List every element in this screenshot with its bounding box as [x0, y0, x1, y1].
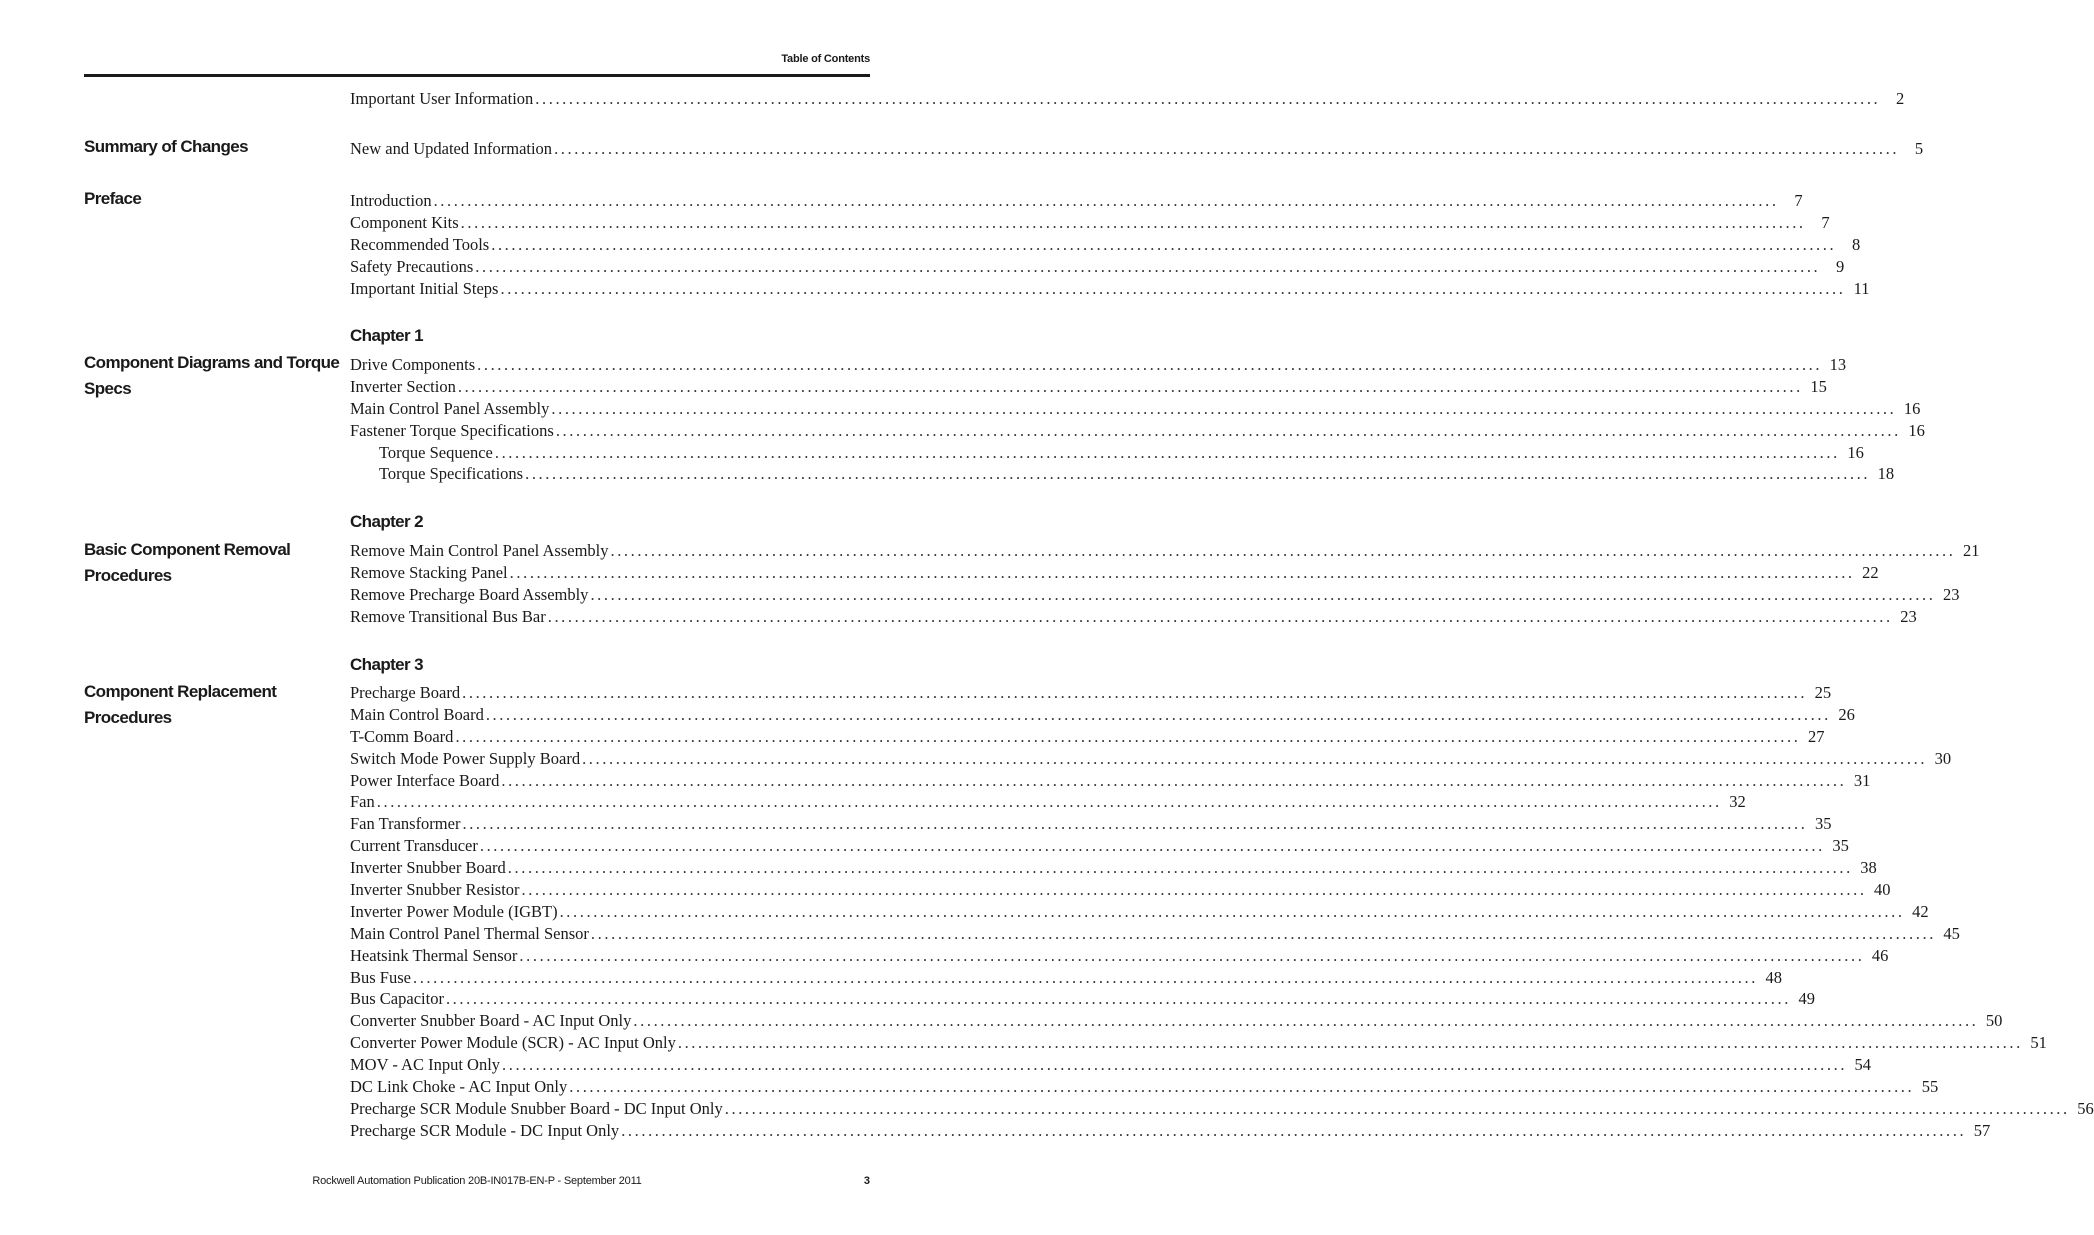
- toc-entry-list: [350, 88, 1905, 110]
- toc-entry[interactable]: [350, 1076, 1939, 1098]
- toc-entry-title: Recommended Tools: [350, 234, 490, 254]
- toc-page-number: 25: [1814, 683, 1832, 702]
- dot-leader: ........................................................................................................................................................................................................: [475, 256, 1821, 276]
- section-title: Basic Component Removal Procedures: [84, 540, 291, 585]
- dot-leader: ........................................................................................................................................................................................................: [501, 770, 1847, 790]
- toc-entry[interactable]: [350, 988, 1815, 1010]
- toc-page-number: 35: [1814, 814, 1832, 834]
- dot-leader: ........................................................................................................................................................................................................: [621, 1120, 1967, 1140]
- section-title: Preface: [84, 189, 142, 208]
- dot-leader: ........................................................................................................................................................................................................: [547, 606, 1893, 626]
- toc-entry[interactable]: [350, 584, 1960, 606]
- dot-leader: ........................................................................................................................................................................................................: [500, 278, 1846, 298]
- toc-page-number: 22: [1862, 562, 1879, 582]
- dot-leader: ........................................................................................................................................................................................................: [433, 191, 1779, 210]
- toc-page-number: 21: [1962, 541, 1980, 560]
- toc-page-number: 23: [1942, 584, 1960, 604]
- toc-entry-list: [350, 540, 1980, 628]
- toc-entry-title: Remove Stacking Panel: [350, 562, 508, 582]
- toc-page-number: 51: [2030, 1033, 2047, 1053]
- toc-entry[interactable]: [350, 1032, 2047, 1054]
- dot-leader: ........................................................................................................................................................................................................: [491, 234, 1837, 254]
- toc-page-number: 54: [1854, 1055, 1872, 1075]
- chapter-label: Chapter 1: [350, 326, 424, 345]
- toc-page-number: 31: [1853, 770, 1871, 790]
- toc-page-number: 9: [1836, 256, 1845, 276]
- dot-leader: ........................................................................................................................................................................................................: [590, 923, 1936, 943]
- toc-page-number: 23: [1900, 606, 1917, 626]
- toc-page-number: 11: [1853, 278, 1870, 298]
- dot-leader: ........................................................................................................................................................................................................: [445, 989, 1791, 1009]
- toc-entry[interactable]: [350, 398, 1921, 420]
- toc-page-number: 5: [1914, 139, 1924, 158]
- dot-leader: ........................................................................................................................................................................................................: [494, 442, 1840, 462]
- dot-leader: ........................................................................................................................................................................................................: [502, 1055, 1848, 1075]
- toc-entry[interactable]: [350, 420, 1925, 442]
- toc-entry-title: Important User Information: [350, 89, 534, 108]
- toc-entry-list: [350, 138, 1924, 160]
- toc-entry-title: Bus Capacitor: [350, 989, 444, 1009]
- toc-entry[interactable]: [350, 857, 1877, 879]
- toc-entry[interactable]: [350, 212, 1830, 234]
- toc-page-number: 57: [1973, 1120, 1991, 1140]
- dot-leader: ........................................................................................................................................................................................................: [724, 1098, 2070, 1118]
- toc-page-number: 38: [1860, 858, 1877, 878]
- dot-leader: ........................................................................................................................................................................................................: [507, 858, 1853, 878]
- dot-leader: ........................................................................................................................................................................................................: [460, 212, 1806, 232]
- dot-leader: ........................................................................................................................................................................................................: [485, 704, 1831, 724]
- toc-page-number: 46: [1871, 945, 1889, 965]
- section-title: Component Replacement Procedures: [84, 682, 277, 727]
- toc-entry-title: Switch Mode Power Supply Board: [350, 748, 581, 768]
- section-title: Component Diagrams and Torque Specs: [84, 353, 340, 398]
- toc-entry[interactable]: [350, 901, 1929, 923]
- toc-entry[interactable]: [350, 726, 1825, 748]
- toc-entry-title: Converter Snubber Board - AC Input Only: [350, 1011, 632, 1031]
- toc-entry-title: Main Control Panel Thermal Sensor: [350, 923, 589, 943]
- toc-entry-title: Fastener Torque Specifications: [350, 420, 554, 440]
- toc-page-number: 16: [1903, 398, 1921, 418]
- dot-leader: ........................................................................................................................................................................................................: [677, 1033, 2023, 1053]
- dot-leader: ........................................................................................................................................................................................................: [477, 355, 1823, 374]
- toc-entry[interactable]: [350, 1054, 1872, 1076]
- toc-entry[interactable]: [350, 256, 1845, 278]
- toc-entry-title: Remove Precharge Board Assembly: [350, 584, 589, 604]
- toc-page-number: 32: [1729, 792, 1746, 812]
- toc-entry-title: Fan Transformer: [350, 814, 461, 834]
- toc-entry-title: Bus Fuse: [350, 967, 411, 987]
- toc-page-number: 45: [1943, 923, 1960, 943]
- dot-leader: ........................................................................................................................................................................................................: [519, 945, 1865, 965]
- dot-leader: ........................................................................................................................................................................................................: [554, 139, 1900, 158]
- toc-entry-title: Inverter Snubber Board: [350, 858, 506, 878]
- footer-publication: Rockwell Automation Publication 20B-IN017B-EN-P - September 2011: [312, 1175, 642, 1187]
- toc-page-number: 15: [1810, 376, 1827, 396]
- dot-leader: ........................................................................................................................................................................................................: [509, 562, 1855, 582]
- toc-entry-title: MOV - AC Input Only: [350, 1055, 501, 1075]
- toc-page-number: 16: [1847, 442, 1864, 462]
- toc-page-number: 30: [1934, 748, 1952, 768]
- toc-entry-title: Component Kits: [350, 212, 459, 232]
- toc-entry[interactable]: [350, 682, 1832, 704]
- header-rule: [84, 74, 870, 77]
- toc-page-number: 7: [1821, 212, 1830, 232]
- toc-entry-list: [350, 682, 2094, 1142]
- toc-entry[interactable]: [350, 748, 1952, 770]
- toc-entry[interactable]: [350, 88, 1905, 110]
- dot-leader: ........................................................................................................................................................................................................: [412, 967, 1758, 987]
- toc-page-number: 48: [1765, 967, 1782, 987]
- toc-page-number: 16: [1908, 420, 1925, 440]
- toc-entry-title: Precharge SCR Module Snubber Board - DC Input Only: [350, 1098, 723, 1118]
- toc-entry-title: Main Control Board: [350, 704, 484, 724]
- dot-leader: ........................................................................................................................................................................................................: [521, 880, 1867, 900]
- toc-page-number: 7: [1794, 191, 1803, 210]
- toc-page-number: 13: [1829, 355, 1847, 374]
- toc-entry[interactable]: [350, 562, 1879, 584]
- toc-subentry[interactable]: [350, 442, 1864, 464]
- toc-entry-list: [350, 354, 1925, 485]
- toc-page-number: 35: [1832, 836, 1849, 856]
- toc-entry-title: Inverter Snubber Resistor: [350, 880, 520, 900]
- toc-page-number: 40: [1874, 880, 1891, 900]
- toc-page-number: 8: [1851, 234, 1861, 254]
- toc-entry[interactable]: [350, 813, 1832, 835]
- toc-entry[interactable]: [350, 540, 1980, 562]
- dot-leader: ........................................................................................................................................................................................................: [559, 901, 1905, 921]
- toc-entry[interactable]: [350, 606, 1917, 628]
- dot-leader: ........................................................................................................................................................................................................: [551, 398, 1897, 418]
- dot-leader: ........................................................................................................................................................................................................: [479, 836, 1825, 856]
- toc-entry[interactable]: [350, 190, 1803, 212]
- chapter-label: Chapter 2: [350, 512, 424, 531]
- dot-leader: ........................................................................................................................................................................................................: [457, 376, 1803, 396]
- toc-entry[interactable]: [350, 967, 1782, 989]
- dot-leader: ........................................................................................................................................................................................................: [610, 541, 1956, 560]
- toc-entry-title: Important Initial Steps: [350, 278, 499, 298]
- toc-entry-title: Introduction: [350, 191, 432, 210]
- toc-subentry[interactable]: [350, 463, 1895, 485]
- toc-page-number: 55: [1921, 1077, 1939, 1097]
- dot-leader: ........................................................................................................................................................................................................: [582, 748, 1928, 768]
- toc-page-number: 27: [1807, 726, 1825, 746]
- toc-entry[interactable]: [350, 945, 1889, 967]
- chapter-label: Chapter 3: [350, 655, 424, 674]
- toc-entry-title: T-Comm Board: [350, 726, 454, 746]
- toc-entry-title: New and Updated Information: [350, 139, 553, 158]
- toc-entry[interactable]: [350, 138, 1924, 160]
- toc-entry[interactable]: [350, 354, 1847, 376]
- running-header: Table of Contents: [781, 53, 870, 65]
- section-title: Summary of Changes: [84, 137, 248, 156]
- toc-entry[interactable]: [350, 923, 1960, 945]
- toc-entry-title: Converter Power Module (SCR) - AC Input Only: [350, 1033, 676, 1053]
- dot-leader: ........................................................................................................................................................................................................: [525, 464, 1871, 484]
- toc-entry-title: Inverter Section: [350, 376, 456, 396]
- toc-entry[interactable]: [350, 1010, 2003, 1032]
- toc-entry[interactable]: [350, 835, 1849, 857]
- toc-entry[interactable]: [350, 879, 1891, 901]
- toc-page-number: 26: [1838, 704, 1855, 724]
- toc-entry-title: Safety Precautions: [350, 256, 474, 276]
- dot-leader: ........................................................................................................................................................................................................: [535, 89, 1881, 108]
- toc-page-number: 2: [1896, 89, 1905, 108]
- toc-entry[interactable]: [350, 704, 1855, 726]
- toc-page-number: 50: [1985, 1011, 2003, 1031]
- dot-leader: ........................................................................................................................................................................................................: [555, 420, 1901, 440]
- toc-entry-title: Torque Sequence: [379, 442, 493, 462]
- toc-entry-list: [350, 190, 1870, 299]
- dot-leader: ........................................................................................................................................................................................................: [633, 1011, 1979, 1031]
- toc-entry-title: Remove Main Control Panel Assembly: [350, 541, 609, 560]
- toc-entry-title: Main Control Panel Assembly: [350, 398, 550, 418]
- dot-leader: ........................................................................................................................................................................................................: [569, 1077, 1915, 1097]
- dot-leader: ........................................................................................................................................................................................................: [376, 792, 1722, 812]
- toc-entry-title: Inverter Power Module (IGBT): [350, 901, 558, 921]
- footer-page-number: 3: [863, 1175, 870, 1187]
- toc-page-number: 49: [1798, 989, 1815, 1009]
- dot-leader: ........................................................................................................................................................................................................: [455, 726, 1801, 746]
- toc-entry-title: Drive Components: [350, 355, 476, 374]
- toc-entry-title: Current Transducer: [350, 836, 478, 856]
- toc-page-number: 42: [1912, 901, 1929, 921]
- toc-entry[interactable]: [350, 1098, 2094, 1120]
- toc-entry[interactable]: [350, 770, 1871, 792]
- toc-entry-title: Fan: [350, 792, 375, 812]
- toc-entry[interactable]: [350, 234, 1861, 256]
- toc-entry-title: Heatsink Thermal Sensor: [350, 945, 518, 965]
- toc-entry[interactable]: [350, 376, 1827, 398]
- toc-entry[interactable]: [350, 278, 1870, 300]
- toc-entry-title: Precharge Board: [350, 683, 461, 702]
- dot-leader: ........................................................................................................................................................................................................: [462, 814, 1808, 834]
- toc-entry-title: Power Interface Board: [350, 770, 500, 790]
- dot-leader: ........................................................................................................................................................................................................: [462, 683, 1808, 702]
- toc-entry-title: Remove Transitional Bus Bar: [350, 606, 546, 626]
- toc-entry-title: Precharge SCR Module - DC Input Only: [350, 1120, 620, 1140]
- toc-entry[interactable]: [350, 791, 1746, 813]
- toc-entry[interactable]: [350, 1120, 1991, 1142]
- toc-page-number: 56: [2077, 1098, 2094, 1118]
- toc-entry-title: Torque Specifications: [379, 464, 524, 484]
- dot-leader: ........................................................................................................................................................................................................: [590, 584, 1936, 604]
- toc-page-number: 18: [1877, 464, 1895, 484]
- toc-entry-title: DC Link Choke - AC Input Only: [350, 1077, 568, 1097]
